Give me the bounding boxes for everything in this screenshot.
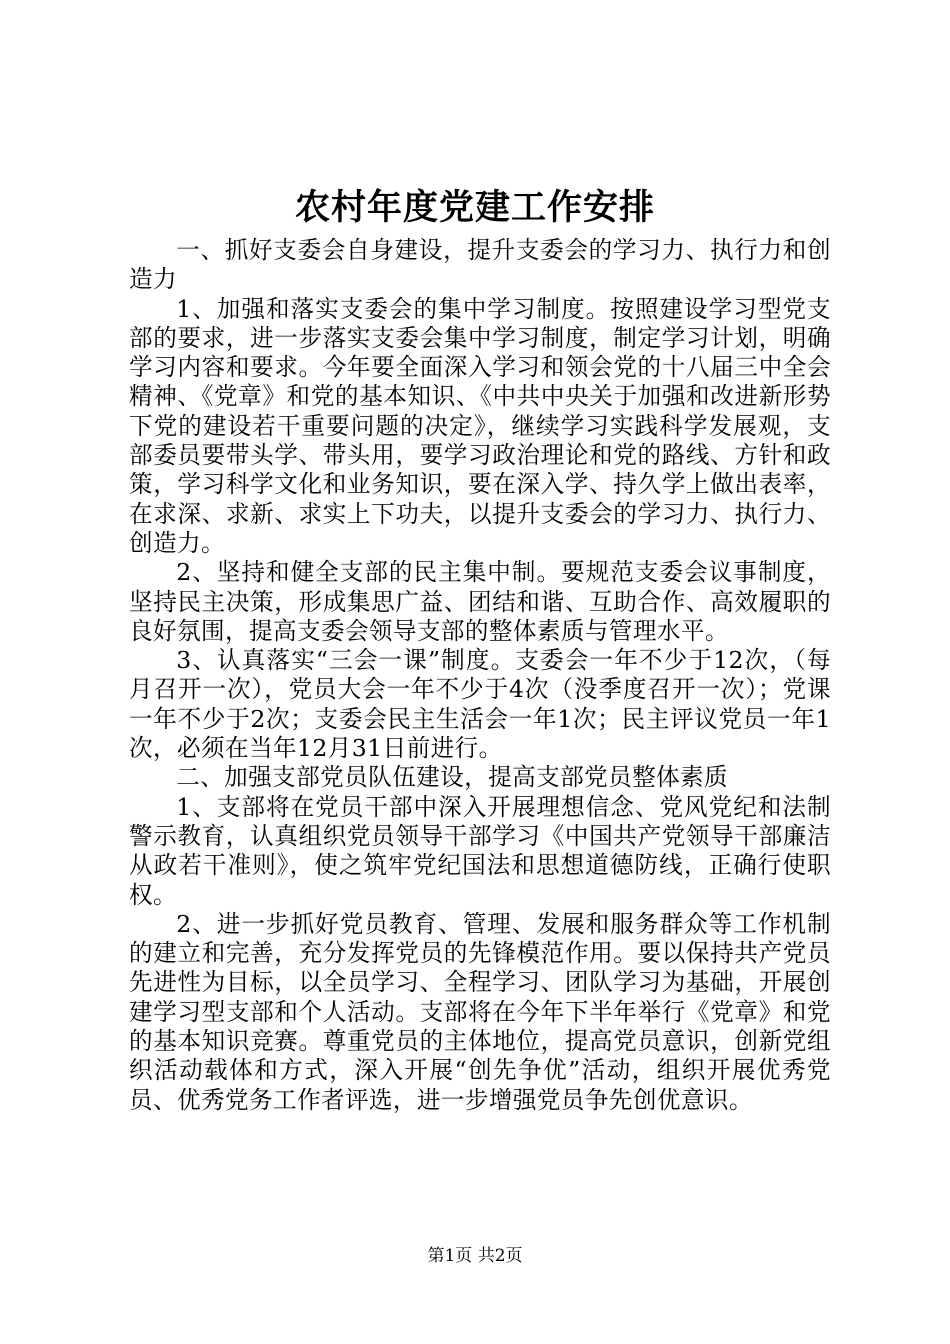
- document-title: 农村年度党建工作安排: [294, 187, 655, 228]
- paragraph: 2、进一步抓好党员教育、管理、发展和服务群众等工作机制的建立和完善，充分发挥党员的先锋模范作用。要以保持共产党员先进性为目标，以全员学习、全程学习、团队学习为基础，开展创建学习型支部和个人活动。支部将在今年下半年举行《党章》和党的基本知识竞赛。尊重党员的主体地位，提高党员意识，创新党组织活动载体和方式，深入开展“创先争优”活动，组织开展优秀党员、优秀党务工作者评选，进一步增强党员争先创优意识。: [129, 909, 831, 1114]
- paragraph: 1、支部将在党员干部中深入开展理想信念、党风党纪和法制警示教育，认真组织党员领导干部学习《中国共产党领导干部廉洁从政若干准则》，使之筑牢党纪国法和思想道德防线，正确行使职权。: [129, 792, 831, 909]
- section-heading: 二、加强支部党员队伍建设，提高支部党员整体素质: [176, 763, 729, 792]
- paragraph: 1、加强和落实支委会的集中学习制度。按照建设学习型党支部的要求，进一步落实支委会集中学习制度，制定学习计划，明确学习内容和要求。今年要全面深入学习和领会党的十八届三中全会精神、《党章》和党的基本知识、《中共中央关于加强和改进新形势下党的建设若干重要问题的决定》，继续学习实践科学发展观，支部委员要带头学、带头用，要学习政治理论和党的路线、方针和政策，学习科学文化和业务知识，要在深入学、持久学上做出表率，在求深、求新、求实上下功夫，以提升支委会的学习力、执行力、创造力。: [129, 294, 831, 557]
- section-heading: 一、抓好支委会自身建设，提升支委会的学习力、执行力和创造力: [129, 236, 831, 294]
- paragraph: 2、坚持和健全支部的民主集中制。要规范支委会议事制度，坚持民主决策，形成集思广益、团结和谐、互助合作、高效履职的良好氛围，提高支委会领导支部的整体素质与管理水平。: [129, 558, 831, 645]
- document-body: [129, 236, 831, 1115]
- paragraph: 3、认真落实“三会一课”制度。支委会一年不少于12次，（每月召开一次），党员大会一年不少于4次（没季度召开一次）；党课一年不少于2次；支委会民主生活会一年1次；民主评议党员一年1次，必须在当年12月31日前进行。: [129, 646, 831, 763]
- page-number-footer: 第1页 共2页: [427, 1246, 523, 1266]
